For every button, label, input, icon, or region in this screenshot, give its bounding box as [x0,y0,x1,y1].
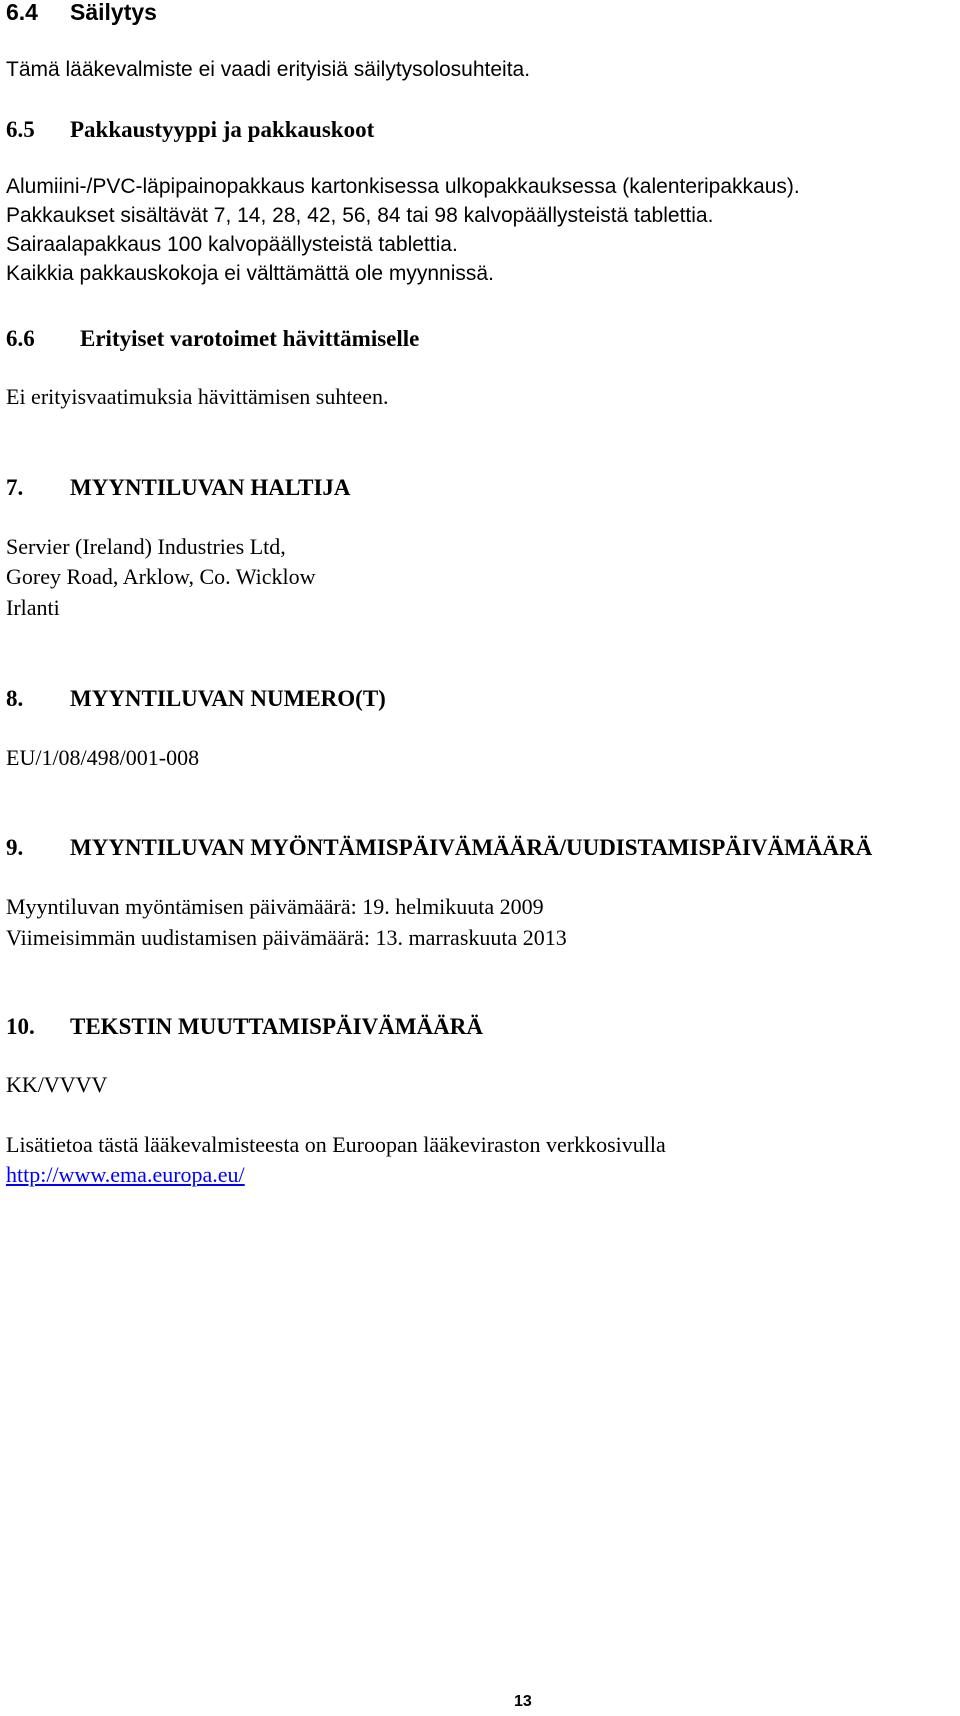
section-9-heading [6,835,873,860]
holder-address-line: Irlanti [6,595,60,620]
revision-date: KK/VVVV [6,1072,108,1097]
section-number: 6.5 [6,117,35,142]
section-title: Pakkaustyyppi ja pakkauskoot [70,117,375,142]
section-6-5-line: Kaikkia pakkauskokoja ei välttämättä ole myynnissä. [6,262,494,285]
more-info-text: Lisätietoa tästä lääkevalmisteesta on Euroopan lääkeviraston verkkosivulla [6,1132,666,1157]
section-number: 7. [6,475,24,500]
section-6-4-text: Tämä lääkevalmiste ei vaadi erityisiä säilytysolosuhteita. [6,58,531,81]
section-7-heading [6,475,351,500]
section-number: 9. [6,835,24,860]
section-number: 6.4 [6,0,38,25]
section-title: MYYNTILUVAN MYÖNTÄMISPÄIVÄMÄÄRÄ/UUDISTAMISPÄIVÄMÄÄRÄ [70,835,873,860]
section-6-6-text: Ei erityisvaatimuksia hävittämisen suhteen. [6,384,389,409]
document-page [6,0,956,1716]
section-number: 6.6 [6,326,35,351]
section-title: Erityiset varotoimet hävittämiselle [80,326,420,351]
section-title: TEKSTIN MUUTTAMISPÄIVÄMÄÄRÄ [70,1014,483,1039]
section-6-5-heading [6,117,375,142]
section-6-5-line: Pakkaukset sisältävät 7, 14, 28, 42, 56, 84 tai 98 kalvopäällysteistä tablettia. [6,204,714,227]
section-title: MYYNTILUVAN HALTIJA [70,475,351,500]
first-authorisation-date: Myyntiluvan myöntämisen päivämäärä: 19. helmikuuta 2009 [6,894,544,919]
holder-address-line: Gorey Road, Arklow, Co. Wicklow [6,564,316,589]
authorisation-number: EU/1/08/498/001-008 [6,745,200,770]
renewal-date: Viimeisimmän uudistamisen päivämäärä: 13. marraskuuta 2013 [6,925,567,950]
section-number: 8. [6,686,24,711]
page-number: 13 [514,1693,532,1710]
section-title: Säilytys [70,0,157,25]
ema-website-link[interactable]: http://www.ema.europa.eu/ [6,1162,245,1187]
section-6-6-heading [6,326,420,351]
section-8-heading [6,686,386,711]
section-10-heading [6,1014,483,1039]
section-6-5-line: Alumiini-/PVC-läpipainopakkaus kartonkisessa ulkopakkauksessa (kalenteripakkaus). [6,175,800,198]
holder-address-line: Servier (Ireland) Industries Ltd, [6,534,286,559]
section-title: MYYNTILUVAN NUMERO(T) [70,686,386,711]
ema-link-line [6,1164,245,1186]
section-6-4-heading [6,0,157,25]
section-number: 10. [6,1014,35,1039]
section-6-5-line: Sairaalapakkaus 100 kalvopäällysteistä tablettia. [6,233,458,256]
